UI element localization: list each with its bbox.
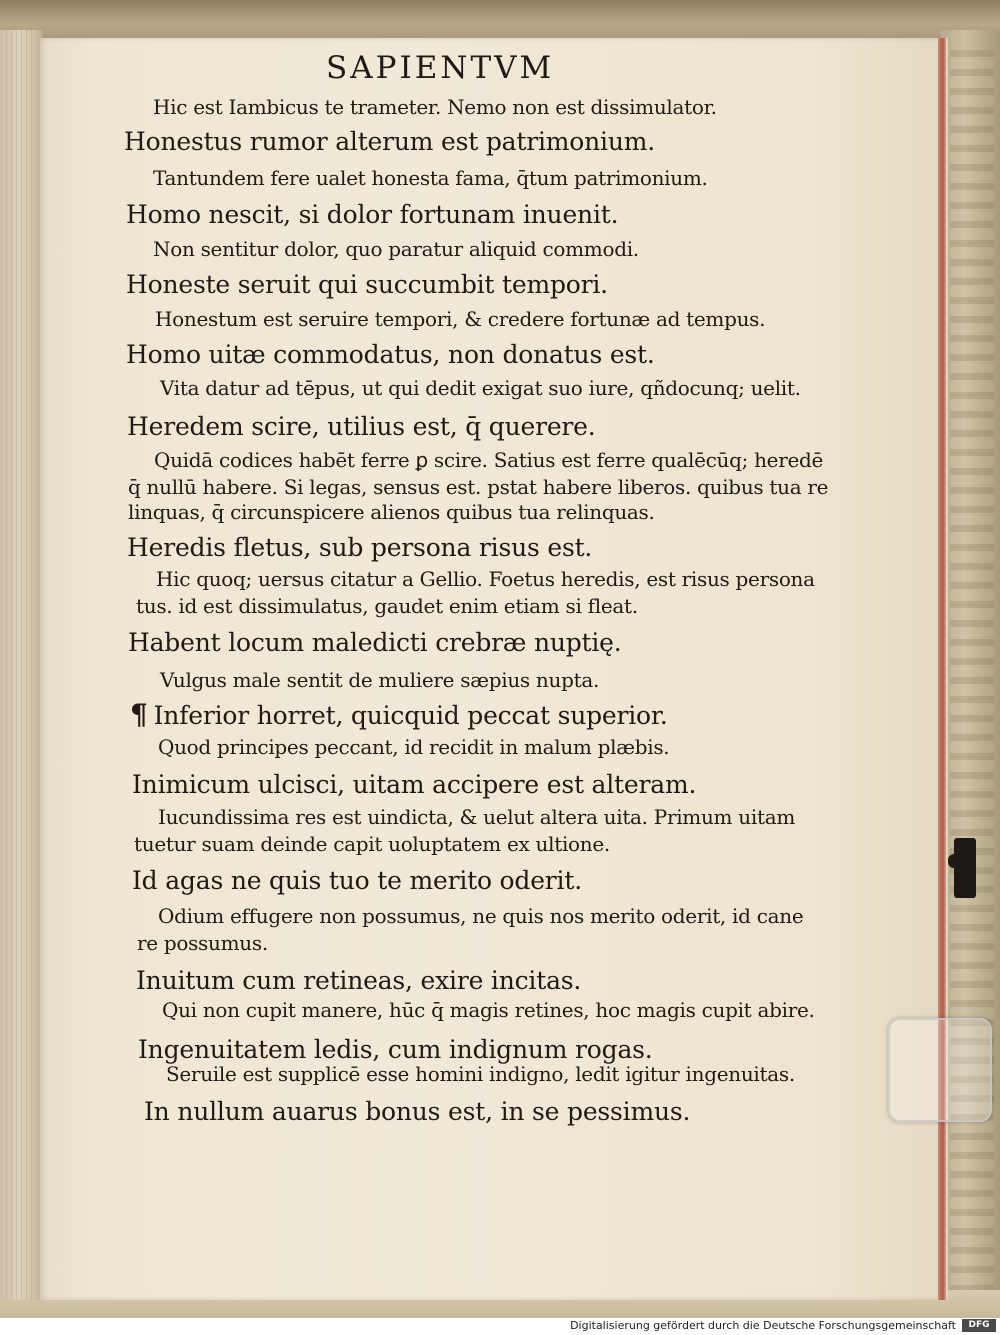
book-cover-right <box>940 30 1000 1318</box>
gloss-line: Seruile est supplicē esse homini indigno, ledit igitur ingenuitas. <box>166 1062 795 1086</box>
dfg-logo: DFG <box>962 1319 996 1332</box>
gloss-line: Iucundissima res est uindicta, & uelut altera uita. Primum uitam <box>158 805 795 829</box>
maxim-line: In nullum auarus bonus est, in se pessimus. <box>144 1097 691 1126</box>
gloss-line: Vita datur ad tēpus, ut qui dedit exigat suo iure, qñdocunq; uelit. <box>160 376 801 400</box>
footer <box>0 1318 1000 1335</box>
maxim-line: Inuitum cum retineas, exire incitas. <box>136 966 582 995</box>
gloss-line: linquas, q̄ circunspicere alienos quibus tua relinquas. <box>128 500 655 524</box>
maxim-line: Ingenuitatem ledis, cum indignum rogas. <box>138 1035 653 1064</box>
gloss-line: tuetur suam deinde capit uoluptatem ex ultione. <box>134 832 610 856</box>
maxim-line: Honestus rumor alterum est patrimonium. <box>124 127 655 156</box>
running-header: SAPIENTVM <box>326 50 555 86</box>
gloss-line: Honestum est seruire tempori, & credere fortunæ ad tempus. <box>155 307 766 331</box>
maxim-line <box>130 698 668 731</box>
maxim-text: Inferior horret, quicquid peccat superior. <box>153 701 668 730</box>
maxim-line: Homo uitæ commodatus, non donatus est. <box>126 340 655 369</box>
binding-tab <box>954 838 976 898</box>
maxim-line: Inimicum ulcisci, uitam accipere est alteram. <box>132 770 697 799</box>
maxim-line: Heredem scire, utilius est, q̄ querere. <box>127 412 596 441</box>
funding-credit: Digitalisierung gefördert durch die Deutsche Forschungsgemeinschaft <box>570 1319 956 1332</box>
maxim-line: Homo nescit, si dolor fortunam inuenit. <box>126 200 619 229</box>
gloss-line: re possumus. <box>137 931 268 955</box>
book-cover-top <box>0 0 1000 40</box>
gloss-line: tus. id est dissimulatus, gaudet enim etiam si fleat. <box>136 594 638 618</box>
maxim-line: Honeste seruit qui succumbit tempori. <box>126 270 608 299</box>
gloss-line: Quod principes peccant, id recidit in malum plæbis. <box>158 735 670 759</box>
gloss-line: Hic quoq; uersus citatur a Gellio. Foetus heredis, est risus persona <box>156 567 815 591</box>
gloss-line: q̄ nullū habere. Si legas, sensus est. pstat habere liberos. quibus tua re <box>128 475 829 499</box>
gloss-line: Quidā codices habēt ferre ꝑ scire. Satius est ferre qualēcūq; heredē <box>154 448 824 472</box>
text-line: Hic est Iambicus te trameter. Nemo non est dissimulator. <box>153 95 717 119</box>
maxim-line: Heredis fletus, sub persona risus est. <box>127 533 593 562</box>
gloss-line: Non sentitur dolor, quo paratur aliquid commodi. <box>153 237 639 261</box>
left-page-edges <box>0 30 43 1300</box>
gloss-line: Vulgus male sentit de muliere sæpius nupta. <box>160 668 600 692</box>
maxim-line: Id agas ne quis tuo te merito oderit. <box>132 866 582 895</box>
maxim-line: Habent locum maledicti crebræ nuptię. <box>128 628 622 657</box>
gloss-line: Qui non cupit manere, hūc q̄ magis retines, hoc magis cupit abire. <box>162 998 815 1022</box>
plastic-clip <box>888 1018 992 1122</box>
pilcrow-icon: ¶ <box>130 698 148 731</box>
gloss-line: Tantundem fere ualet honesta fama, q̄tum patrimonium. <box>153 166 708 190</box>
gloss-line: Odium effugere non possumus, ne quis nos merito oderit, id cane <box>158 904 804 928</box>
